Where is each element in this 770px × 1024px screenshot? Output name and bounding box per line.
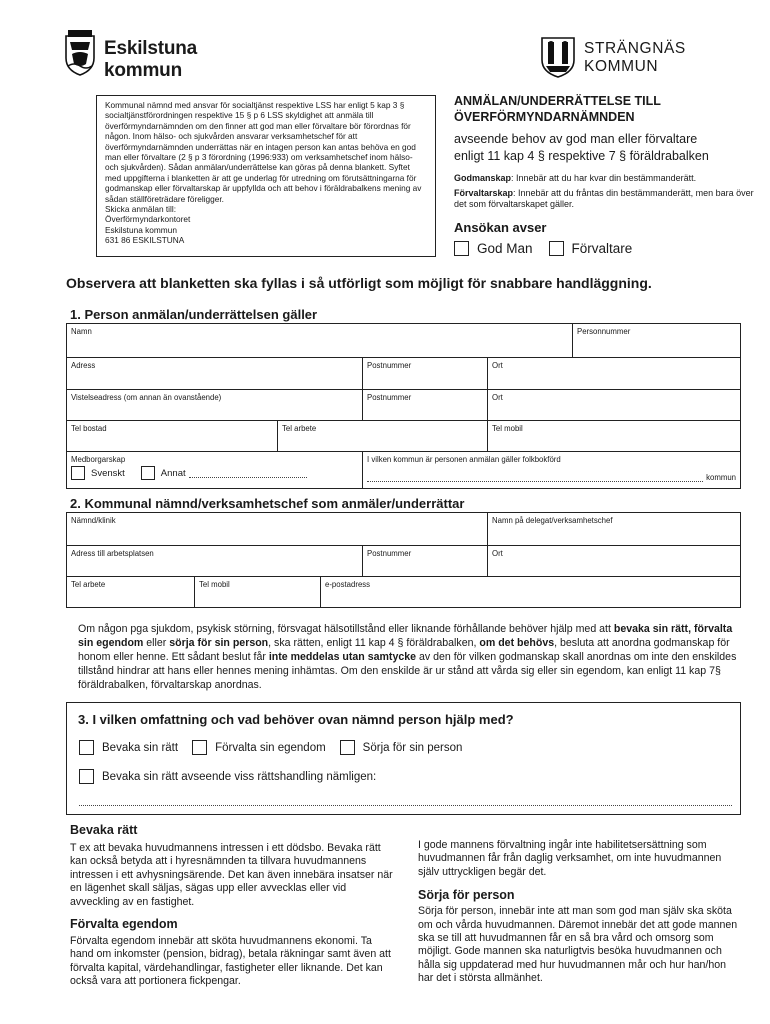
forvalta-egendom-label: Förvalta sin egendom	[215, 741, 326, 754]
tel-bostad-field[interactable]	[67, 421, 277, 451]
form-subtitle	[454, 131, 754, 165]
row-vistelseadress	[67, 389, 740, 420]
kommun-label: kommun	[706, 473, 736, 482]
address-line-1: Överförmyndarkontoret	[105, 214, 191, 225]
bevaka-rattshandling-label: Bevaka sin rätt avseende viss rättshandling nämligen:	[102, 770, 377, 783]
row-namn	[67, 324, 740, 357]
god-man-label: God Man	[477, 241, 533, 256]
forvaltarskap-text: : Innebär att du fråntas din bestämmanderätt, men bara över det som förvaltarskapet gäller.	[454, 188, 754, 209]
eskilstuna-logo-text: Eskilstuna kommun	[104, 38, 198, 81]
bevaka-ratt-label: Bevaka sin rätt	[102, 741, 179, 754]
bevaka-ratt-heading: Bevaka rätt	[70, 823, 138, 837]
forvalta-egendom-heading: Förvalta egendom	[70, 917, 178, 932]
postnummer-2-label: Postnummer	[367, 393, 412, 402]
forvaltarskap-label: Förvaltarskap	[454, 188, 514, 198]
annat-dotted-line[interactable]	[189, 468, 307, 478]
ort-3-label: Ort	[492, 549, 503, 558]
title-block	[454, 93, 754, 256]
folkbokford-field[interactable]	[362, 452, 740, 488]
adress-label: Adress	[71, 361, 96, 370]
medborgarskap-field	[67, 452, 362, 488]
strangnas-crest-icon	[540, 36, 576, 78]
notice-bold-1: bevaka sin rätt, förvalta sin egendom	[78, 623, 733, 649]
godmanskap-text: : Innebär att du har kvar din bestämmanderätt.	[511, 173, 697, 183]
tel-arbete-label: Tel arbete	[282, 424, 317, 433]
medborgarskap-label: Medborgarskap	[71, 455, 126, 464]
forvalta-egendom-text: Förvalta egendom innebär att sköta huvudmannens ekonomi. Ta hand om inkomster (pension, bidrag), betala räkningar samt även att förvalta kapital, värdehandlingar, fastigheter eller liknande. Det kan också vara att portionera fickpengar.	[70, 935, 391, 988]
row-telefon	[67, 420, 740, 451]
forvaltare-checkbox[interactable]	[549, 241, 564, 256]
row-medborgarskap	[67, 451, 740, 488]
bevaka-ratt-text: T ex att bevaka huvudmannens intressen i ett dödsbo. Bevaka rätt kan också betyda att i hyresnämnden ta tillvara huvudmannens intressen i ett avhysningsärende. Det kan även innebära insatser när en lägenhet skall säljas, sägas upp eller avvecklas eller vid avveckling av en fastighet.	[70, 842, 393, 908]
section-3-options-row-2	[79, 769, 390, 784]
bevaka-ratt-checkbox[interactable]	[79, 740, 94, 755]
annat-checkbox[interactable]	[141, 466, 155, 480]
epost-label: e-postadress	[325, 580, 371, 589]
arbetsadress-label: Adress till arbetsplatsen	[71, 549, 154, 558]
sorja-person-text: Sörja för person, innebär inte att man som god man själv ska sköta om och vårda huvudmannen. Däremot innebär det att gode mannen ska se till att huvudmannen får en så bra vård och omsorg som möjligt. Gode mannen ska naturligtvis besöka huvudmannen och hålla sig uppdaterad med hur huvudmannen mår och hur han/hon har det i största allmänhet.	[418, 905, 738, 985]
tel-bostad-label: Tel bostad	[71, 424, 107, 433]
info-left-column	[70, 822, 395, 989]
section-3-options-row-1	[79, 740, 476, 755]
rattshandling-dotted-line[interactable]	[79, 805, 732, 806]
ort-field[interactable]	[487, 358, 740, 389]
tel-mobil-field[interactable]	[487, 421, 740, 451]
forvalta-egendom-checkbox[interactable]	[192, 740, 207, 755]
namnd-field[interactable]	[67, 513, 487, 545]
notice-text-2: eller	[143, 637, 170, 649]
eskilstuna-crest-icon	[64, 30, 96, 76]
svenskt-checkbox[interactable]	[71, 466, 85, 480]
personnummer-label: Personnummer	[577, 327, 631, 336]
bevaka-rattshandling-checkbox[interactable]	[79, 769, 94, 784]
folkbokford-label: I vilken kommun är personen anmälan gäller folkbokförd	[367, 455, 561, 464]
tel-arbete-field[interactable]	[277, 421, 487, 451]
vistelseadress-label: Vistelseadress (om annan än ovanstående)	[71, 393, 222, 402]
eskilstuna-logo	[64, 30, 264, 80]
notice-paragraph	[78, 622, 738, 692]
observe-notice: Observera att blanketten ska fyllas i så utförligt som möjligt för snabbare handläggning.	[66, 275, 652, 291]
arbetsadress-field[interactable]	[67, 546, 362, 576]
info-right-column	[418, 839, 740, 986]
notice-text-3: , ska rätten, enligt 11 kap 4 § föräldrabalken,	[268, 637, 480, 649]
ort-3-field[interactable]	[487, 546, 740, 576]
form-title-line-1: ANMÄLAN/UNDERRÄTTELSE TILL	[454, 94, 661, 108]
notice-text-4: , besluta att anordna godmanskap för honom eller henne. Ett sådant beslut får	[78, 637, 730, 663]
row-kontakt	[67, 576, 740, 607]
tel-mobil-label: Tel mobil	[492, 424, 523, 433]
epost-field[interactable]	[320, 577, 740, 607]
namn-field[interactable]	[67, 324, 572, 357]
notice-text-5: av den för vilken godmanskap skall anordnas om inte den enskildes tillstånd hindrar att hans eller hennes mening inhämtas. Om den enskilde är ur stånd att vårda sig eller sin egendom, kan enligt 11 kap 7§ föräldrabalken, förvaltarskap anordnas.	[78, 651, 737, 691]
address-line-3: 631 86 ESKILSTUNA	[105, 235, 185, 246]
ort-2-label: Ort	[492, 393, 503, 402]
vistelseadress-field[interactable]	[67, 390, 362, 420]
ort-2-field[interactable]	[487, 390, 740, 420]
section-3-heading: 3. I vilken omfattning och vad behöver ovan nämnd person hjälp med?	[78, 712, 514, 727]
tel-arbete-2-label: Tel arbete	[71, 580, 106, 589]
sorja-person-checkbox[interactable]	[340, 740, 355, 755]
ansokan-avser-label: Ansökan avser	[454, 220, 547, 235]
section-1-heading: 1. Person anmälan/underrättelsen gäller	[70, 307, 318, 322]
row-adress	[67, 357, 740, 389]
postnummer-2-field[interactable]	[362, 390, 487, 420]
forvaltarskap-definition	[454, 188, 754, 210]
delegat-label: Namn på delegat/verksamhetschef	[492, 516, 613, 525]
postnummer-3-label: Postnummer	[367, 549, 412, 558]
godmanskap-label: Godmanskap	[454, 173, 512, 183]
godmanskap-notice	[78, 622, 738, 692]
ansokan-options	[454, 241, 754, 256]
section-3-box	[66, 702, 741, 815]
form-title-line-2: ÖVERFÖRMYNDARNÄMNDEN	[454, 110, 635, 124]
strangnas-logo	[540, 36, 760, 80]
postnummer-label: Postnummer	[367, 361, 412, 370]
personnummer-field[interactable]	[572, 324, 740, 357]
postnummer-field[interactable]	[362, 358, 487, 389]
tel-arbete-2-field[interactable]	[67, 577, 194, 607]
sorja-person-label: Sörja för sin person	[362, 741, 463, 754]
notice-bold-4: inte meddelas utan samtycke	[268, 651, 417, 663]
tel-mobil-2-label: Tel mobil	[199, 580, 230, 589]
sorja-person-heading: Sörja för person	[418, 888, 515, 903]
notice-bold-2: sörja för sin person	[169, 637, 269, 649]
notice-bold-3: om det behövs	[479, 637, 555, 649]
svenskt-label: Svenskt	[91, 467, 125, 479]
namn-label: Namn	[71, 327, 92, 336]
tel-mobil-2-field[interactable]	[194, 577, 320, 607]
folkbokford-dotted-line	[367, 472, 703, 482]
forvaltare-label: Förvaltare	[571, 241, 633, 256]
postnummer-3-field[interactable]	[362, 546, 487, 576]
section-1-grid	[66, 323, 741, 489]
intro-text: Kommunal nämnd med ansvar för socialtjänst respektive LSS har enligt 5 kap 3 § socialtjänstförordningen respektive 15 § p 6 LSS skyldighet att anmäla till överförmyndarnämnden om den finner att god man eller förvaltare bör förordnas för någon. Inom hälso- och sjukvården ansvarar verksamhetschef för att överförmyndarnämnden underrättas när en intagen person kan antas behöva en god man eller förvaltare (2 § p 3 förordning (1996:933) om verksamhetschef inom hälso- och sjukvården). Sådan anmälan/underrättelse kan göras på denna blankett. Syftet med uppgifterna i blanketten är att ge underlag för utredning om förutsättningarna för godmanskap eller förvaltarskap är uppfyllda och att behov i föräldrabalkens mening av sådan ställföreträdare föreligger.	[105, 100, 422, 204]
section-2-grid	[66, 512, 741, 608]
row-namnd	[67, 513, 740, 545]
intro-box	[96, 95, 436, 257]
address-line-2: Eskilstuna kommun	[105, 224, 177, 235]
annat-label: Annat	[160, 467, 186, 479]
habilitet-text: I gode mannens förvaltning ingår inte habilitetsersättning som huvudmannen får från daglig verksamhet, om inte huvudmannen själv uttryckligen begär det.	[418, 839, 722, 878]
ort-label: Ort	[492, 361, 503, 370]
namnd-label: Nämnd/klinik	[71, 516, 116, 525]
row-arbetsadress	[67, 545, 740, 576]
god-man-checkbox[interactable]	[454, 241, 469, 256]
delegat-field[interactable]	[487, 513, 740, 545]
godmanskap-definition	[454, 173, 754, 184]
send-to-label: Skicka anmälan till:	[105, 204, 177, 215]
form-subtitle-line-2: enligt 11 kap 4 § respektive 7 § föräldrabalken	[454, 149, 709, 163]
form-subtitle-line-1: avseende behov av god man eller förvaltare	[454, 132, 698, 146]
notice-text-1: Om någon pga sjukdom, psykisk störning, försvagat hälsotillstånd eller liknande förhållande behöver hjälp med att	[78, 623, 614, 635]
section-2-heading: 2. Kommunal nämnd/verksamhetschef som anmäler/underrättar	[70, 496, 465, 511]
adress-field[interactable]	[67, 358, 362, 389]
strangnas-logo-text: STRÄNGNÄS KOMMUN	[584, 40, 686, 75]
